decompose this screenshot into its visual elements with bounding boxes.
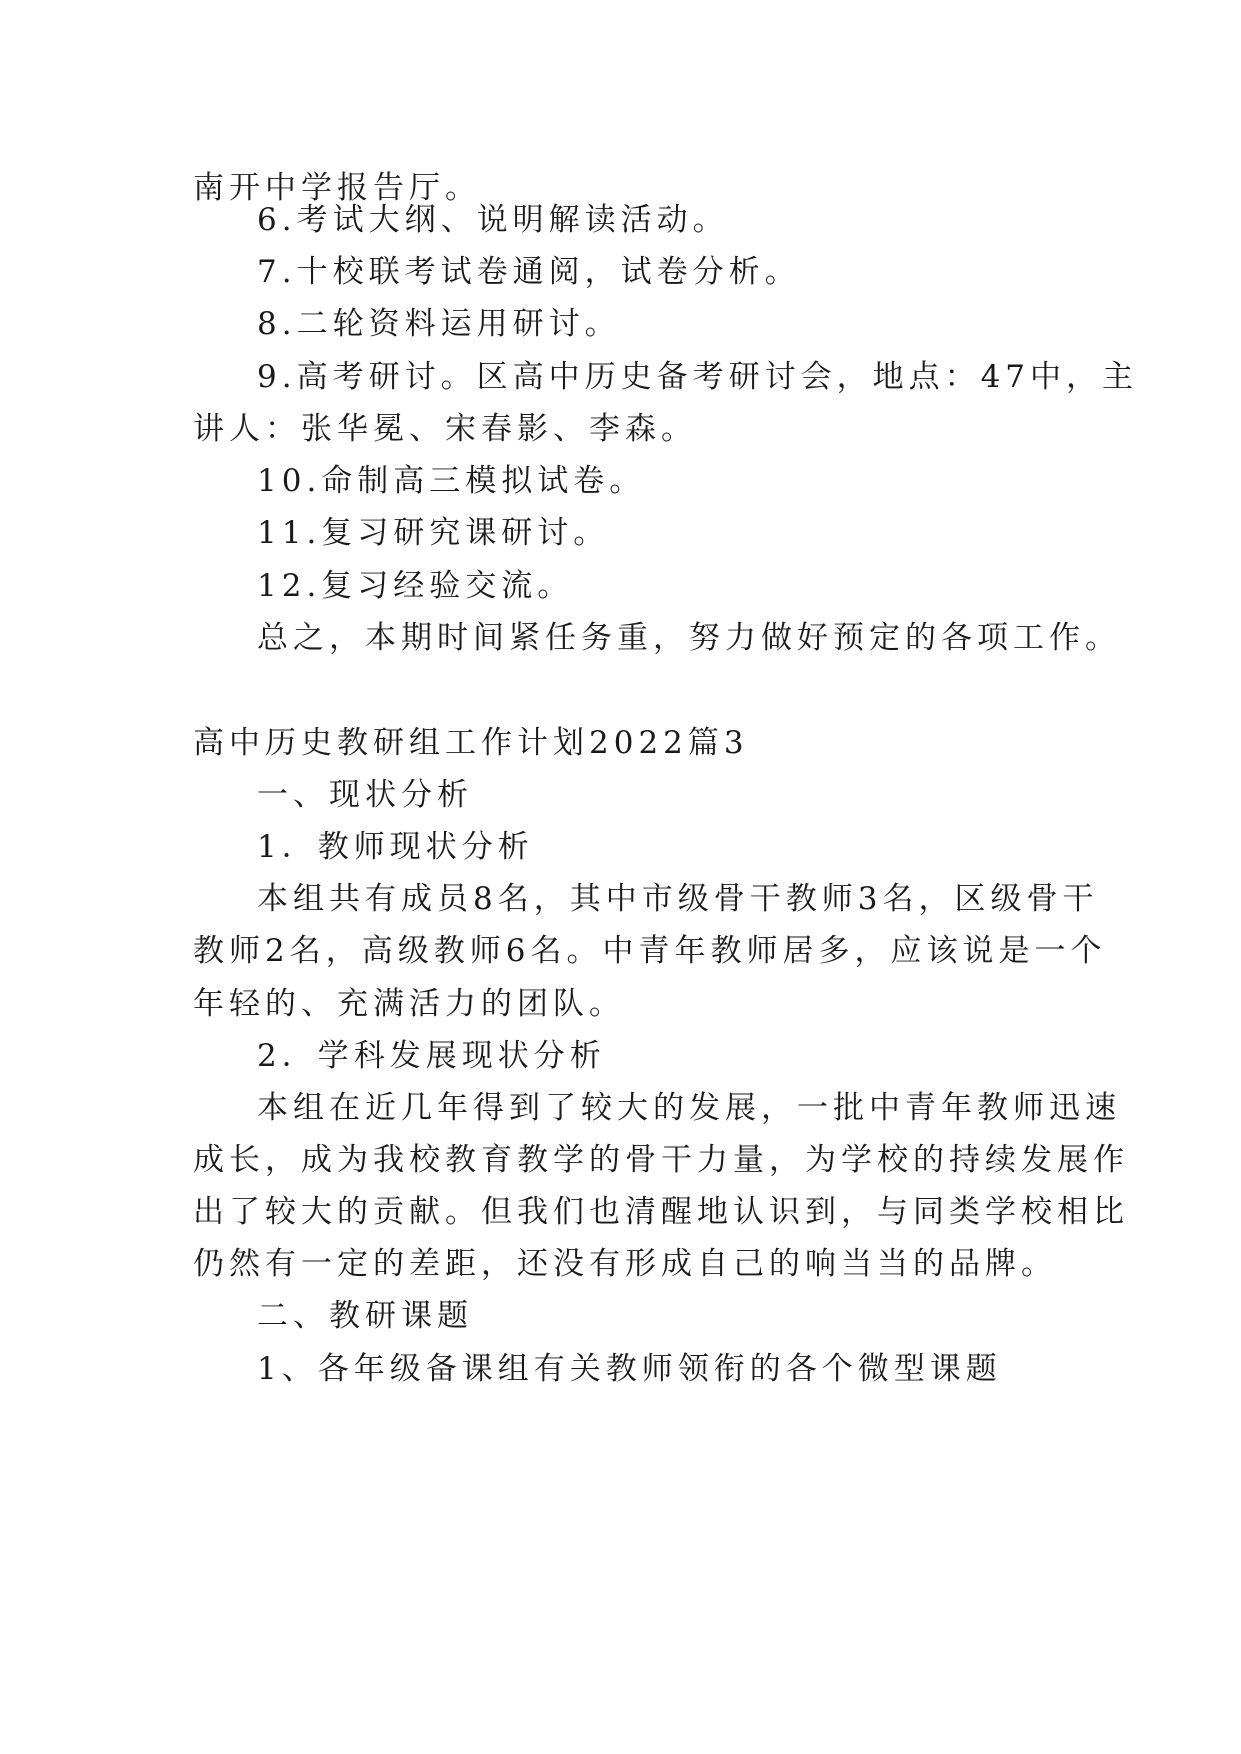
- paragraph-line: 仍然有一定的差距，还没有形成自己的响当当的品牌。: [193, 1246, 1057, 1282]
- paragraph-line: 教师2名，高级教师6名。中青年教师居多，应该说是一个: [193, 933, 1107, 969]
- paragraph-line: 成长，成为我校教育教学的骨干力量，为学校的持续发展作: [193, 1142, 1129, 1178]
- list-item: 12.复习经验交流。: [257, 568, 574, 604]
- paragraph-line: 本组在近几年得到了较大的发展，一批中青年教师迅速: [257, 1090, 1121, 1126]
- subheading: 2．学科发展现状分析: [257, 1038, 606, 1074]
- list-item: 7.十校联考试卷通阅，试卷分析。: [257, 254, 801, 290]
- summary-text: 总之，本期时间紧任务重，努力做好预定的各项工作。: [257, 620, 1121, 656]
- paragraph-line: 出了较大的贡献。但我们也清醒地认识到，与同类学校相比: [193, 1194, 1129, 1230]
- list-item: 6.考试大纲、说明解读活动。: [257, 202, 729, 238]
- text-line: 讲人：张华冕、宋春影、李森。: [193, 411, 697, 447]
- list-item: 11.复习研究课研讨。: [257, 515, 610, 551]
- heading: 一、现状分析: [257, 777, 473, 813]
- paragraph-line: 年轻的、充满活力的团队。: [193, 986, 625, 1022]
- paragraph-line: 本组共有成员8名，其中市级骨干教师3名，区级骨干: [257, 881, 1099, 917]
- text-line: 南开中学报告厅。: [193, 170, 481, 206]
- list-item: 9.高考研讨。区高中历史备考研讨会，地点：47中，主: [257, 359, 1139, 395]
- section-title: 高中历史教研组工作计划2022篇3: [193, 725, 749, 761]
- heading: 二、教研课题: [257, 1298, 473, 1334]
- list-item: 8.二轮资料运用研讨。: [257, 306, 621, 342]
- list-item: 10.命制高三模拟试卷。: [257, 463, 646, 499]
- subheading: 1．教师现状分析: [257, 829, 534, 865]
- subheading: 1、各年级备课组有关教师领衔的各个微型课题: [257, 1351, 1002, 1387]
